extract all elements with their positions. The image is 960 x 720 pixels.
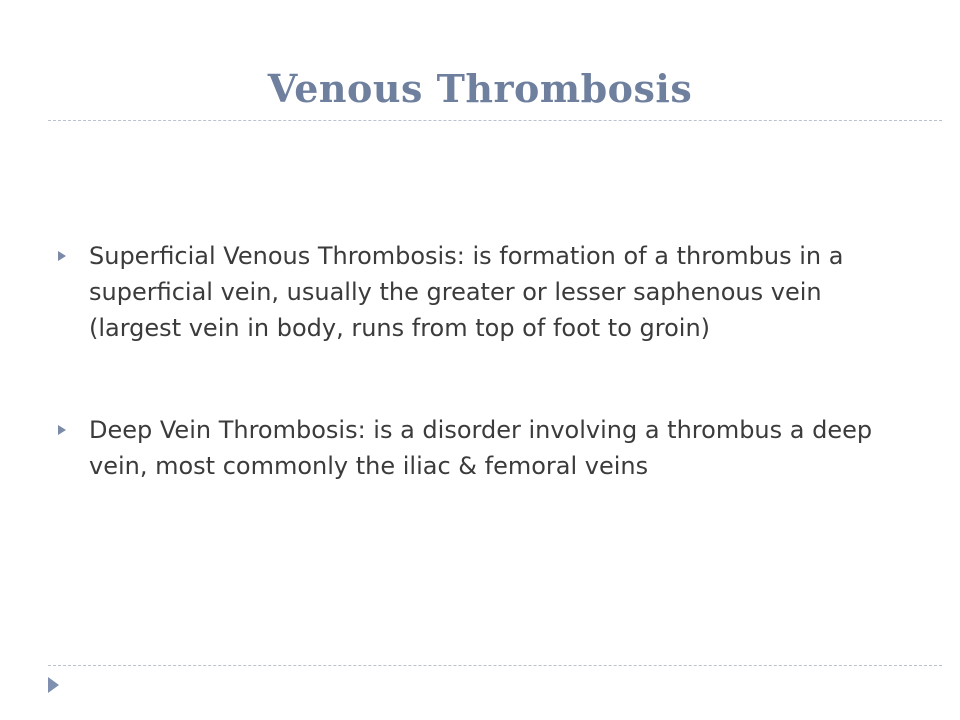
footer-divider bbox=[48, 665, 942, 666]
title-divider bbox=[48, 120, 942, 121]
bullet-text: Deep Vein Thrombosis: is a disorder involving a thrombus a deep vein, most commonly the iliac & femoral veins bbox=[89, 416, 873, 480]
bullet-list bbox=[58, 238, 918, 484]
triangle-bullet-icon bbox=[58, 251, 66, 261]
bullet-item bbox=[58, 238, 918, 346]
bullet-text: Superficial Venous Thrombosis: is formation of a thrombus in a superficial vein, usually the greater or lesser saphenous vein (largest vein in body, runs from top of foot to groin) bbox=[89, 242, 844, 342]
triangle-bullet-icon bbox=[58, 425, 66, 435]
triangle-marker-icon bbox=[48, 677, 59, 693]
slide-title: Venous Thrombosis bbox=[267, 66, 693, 111]
bullet-item bbox=[58, 412, 918, 484]
